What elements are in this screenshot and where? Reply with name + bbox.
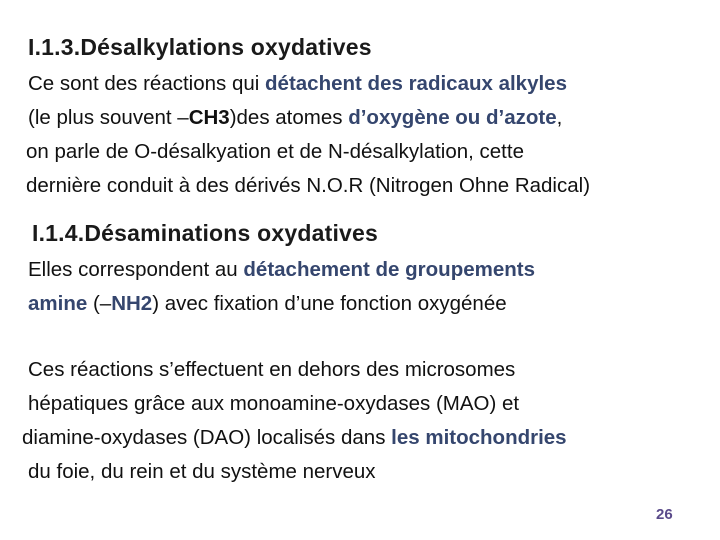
emphasis-text: détachent des radicaux alkyles bbox=[265, 72, 567, 95]
text-line bbox=[22, 426, 567, 450]
formula-nh2: NH2 bbox=[111, 292, 153, 315]
text-segment: Elles correspondent au bbox=[28, 258, 244, 281]
text-line bbox=[28, 72, 567, 96]
text-segment: )des atomes bbox=[229, 106, 349, 129]
formula-ch3: CH3 bbox=[188, 106, 230, 129]
text-segment: (– bbox=[87, 292, 112, 315]
text-line bbox=[28, 106, 562, 130]
emphasis-text: détachement de groupements bbox=[243, 258, 536, 281]
text-segment: diamine-oxydases (DAO) localisés dans bbox=[22, 426, 392, 449]
text-line: dernière conduit à des dérivés N.O.R (Nitrogen Ohne Radical) bbox=[26, 174, 591, 197]
text-line: on parle de O-désalkyation et de N-désalkylation, cette bbox=[26, 140, 524, 163]
text-line bbox=[28, 258, 535, 282]
text-line bbox=[28, 292, 507, 316]
page-number: 26 bbox=[656, 506, 673, 523]
heading-desalkylations: I.1.3.Désalkylations oxydatives bbox=[28, 34, 372, 60]
text-line: Ces réactions s’effectuent en dehors des microsomes bbox=[28, 358, 516, 381]
text-segment: , bbox=[556, 106, 563, 129]
emphasis-text: d’oxygène ou d’azote bbox=[348, 106, 557, 129]
heading-desaminations: I.1.4.Désaminations oxydatives bbox=[32, 220, 379, 246]
text-segment: (le plus souvent – bbox=[28, 106, 189, 129]
emphasis-text: amine bbox=[28, 292, 88, 315]
text-segment: ) avec fixation d’une fonction oxygénée bbox=[152, 292, 507, 315]
text-line: du foie, du rein et du système nerveux bbox=[28, 460, 376, 483]
text-segment: Ce sont des réactions qui bbox=[28, 72, 266, 95]
text-line: hépatiques grâce aux monoamine-oxydases (MAO) et bbox=[28, 392, 520, 415]
emphasis-text: les mitochondries bbox=[391, 426, 567, 449]
